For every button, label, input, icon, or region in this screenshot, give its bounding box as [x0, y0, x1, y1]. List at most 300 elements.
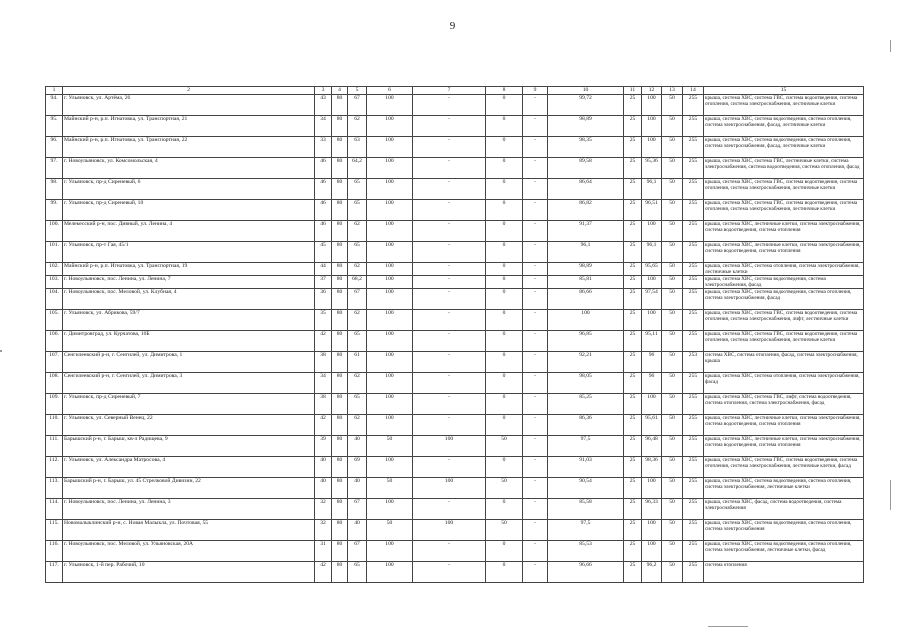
value-cell: - [413, 220, 486, 241]
address-cell: Барышский р-н, г. Барыш, кв-л Радищева, 9 [63, 435, 315, 456]
value-cell: 68,2 [348, 275, 367, 288]
value-cell: 96,48 [642, 435, 662, 456]
value-cell: 86,82 [548, 199, 624, 220]
value-cell: 91,37 [548, 220, 624, 241]
value-cell: 80 [332, 330, 348, 351]
value-cell: - [413, 498, 486, 519]
row-number: 104. [46, 288, 63, 309]
value-cell: 40 [348, 477, 367, 498]
value-cell: - [523, 498, 548, 519]
value-cell: 80 [332, 199, 348, 220]
value-cell: 100 [642, 94, 662, 115]
table-row [46, 330, 864, 351]
value-cell: 25 [624, 262, 642, 275]
value-cell: 255 [683, 477, 704, 498]
value-cell: 96,1 [642, 178, 662, 199]
value-cell: 50 [662, 372, 683, 393]
value-cell: 0 [486, 330, 523, 351]
value-cell: - [523, 136, 548, 157]
value-cell: 0 [486, 199, 523, 220]
value-cell: 98,36 [642, 456, 662, 477]
value-cell: 50 [662, 262, 683, 275]
value-cell: 80 [332, 393, 348, 414]
value-cell: 255 [683, 498, 704, 519]
address-cell: г. Димитровград, ул. Курчатова, 10Б [63, 330, 315, 351]
address-cell: г. Новоульяновск, пос. Ленина, ул. Ленина, 3 [63, 498, 315, 519]
address-cell: Сенгилеевский р-н, г. Сенгилей, ул. Димитрова, 3 [63, 372, 315, 393]
value-cell: 62 [348, 309, 367, 330]
value-cell: 50 [662, 477, 683, 498]
address-cell: г. Ульяновск, пр-д Сиреневый, 6 [63, 178, 315, 199]
row-number: 97. [46, 157, 63, 178]
row-number: 116. [46, 540, 63, 561]
value-cell: 31 [315, 540, 332, 561]
works-cell: крыша, система ХВС, система отопления, система электроснабжения, фасад [704, 372, 864, 393]
address-cell: г. Новоульяновск, пос. Меловой, ул. Клубная, 4 [63, 288, 315, 309]
table-row [46, 435, 864, 456]
value-cell: 80 [332, 498, 348, 519]
value-cell: 25 [624, 456, 642, 477]
value-cell: 100 [367, 199, 413, 220]
address-cell: г. Ульяновск, ул. Артёма, 26 [63, 94, 315, 115]
value-cell: 50 [662, 178, 683, 199]
value-cell: - [523, 519, 548, 540]
value-cell: 50 [662, 288, 683, 309]
value-cell: 25 [624, 241, 642, 262]
address-cell: Барышский р-н, г. Барыш, ул. 45 Стрелковой Дивизии, 22 [63, 477, 315, 498]
value-cell: 100 [367, 115, 413, 136]
value-cell: 80 [332, 540, 348, 561]
table-row [46, 477, 864, 498]
value-cell: - [413, 372, 486, 393]
value-cell: 100 [642, 393, 662, 414]
column-header: 13 [662, 87, 683, 95]
value-cell: 50 [662, 498, 683, 519]
value-cell: 80 [332, 456, 348, 477]
value-cell: - [413, 178, 486, 199]
value-cell: 62 [348, 115, 367, 136]
address-cell: г. Ульяновск, пр-д Сиреневый, 10 [63, 199, 315, 220]
value-cell: 80 [332, 275, 348, 288]
value-cell: 100 [642, 309, 662, 330]
value-cell: 255 [683, 241, 704, 262]
table-row [46, 351, 864, 372]
value-cell: 100 [367, 393, 413, 414]
table-row [46, 540, 864, 561]
margin-mark [890, 480, 891, 510]
works-cell: крыша, система ХВС, система отопления, система электроснабжения, лестничные клетки [704, 262, 864, 275]
value-cell: 40 [315, 477, 332, 498]
value-cell: 50 [662, 393, 683, 414]
table-row [46, 178, 864, 199]
value-cell: - [523, 435, 548, 456]
value-cell: 100 [642, 540, 662, 561]
row-number: 102. [46, 262, 63, 275]
works-cell: система отопления [704, 561, 864, 582]
value-cell: 255 [683, 199, 704, 220]
row-number: 106. [46, 330, 63, 351]
value-cell: - [523, 220, 548, 241]
value-cell: - [413, 275, 486, 288]
value-cell: 25 [624, 330, 642, 351]
value-cell: - [523, 157, 548, 178]
value-cell: 25 [624, 275, 642, 288]
table-row [46, 372, 864, 393]
value-cell: 80 [332, 288, 348, 309]
value-cell: 80 [332, 262, 348, 275]
value-cell: 97,5 [548, 435, 624, 456]
value-cell: - [523, 199, 548, 220]
table-row [46, 157, 864, 178]
works-cell: система ХВС, система отопления, фасад, система электроснабжения, крыша [704, 351, 864, 372]
value-cell: 50 [662, 330, 683, 351]
value-cell: 96 [642, 372, 662, 393]
table-row [46, 115, 864, 136]
address-cell: Новомалыклинский р-н, с. Новая Малыкла, ул. Почтовая, 55 [63, 519, 315, 540]
value-cell: 0 [486, 115, 523, 136]
value-cell: 255 [683, 157, 704, 178]
value-cell: 25 [624, 288, 642, 309]
value-cell: 25 [624, 94, 642, 115]
value-cell: 67 [348, 498, 367, 519]
value-cell: 50 [662, 540, 683, 561]
value-cell: 44 [315, 262, 332, 275]
address-cell: г. Ульяновск, 1-й пер. Рабочий, 10 [63, 561, 315, 582]
value-cell: 50 [486, 435, 523, 456]
value-cell: - [523, 330, 548, 351]
works-cell: крыша, система ХВС, система водоотведения, система электроснабжения, фасад [704, 275, 864, 288]
value-cell: 85,25 [548, 393, 624, 414]
value-cell: 38 [315, 351, 332, 372]
address-cell: г. Ульяновск, ул. Северный Венец, 22 [63, 414, 315, 435]
table-row [46, 220, 864, 241]
value-cell: 25 [624, 372, 642, 393]
value-cell: - [413, 414, 486, 435]
value-cell: - [413, 94, 486, 115]
value-cell: 42 [315, 561, 332, 582]
value-cell: 100 [413, 477, 486, 498]
row-number: 117. [46, 561, 63, 582]
row-number: 94. [46, 94, 63, 115]
value-cell: 100 [367, 540, 413, 561]
value-cell: 255 [683, 178, 704, 199]
value-cell: - [413, 157, 486, 178]
value-cell: 62 [348, 262, 367, 275]
column-header: 6 [367, 87, 413, 95]
row-number: 101. [46, 241, 63, 262]
row-number: 114. [46, 498, 63, 519]
value-cell: 0 [486, 414, 523, 435]
value-cell: - [523, 275, 548, 288]
value-cell: 40 [348, 435, 367, 456]
value-cell: 255 [683, 115, 704, 136]
row-number: 107. [46, 351, 63, 372]
works-cell: крыша, система ХВС, система водоотведения, система отопления, система электроснабжения, лестничные клетки [704, 477, 864, 498]
value-cell: 43 [315, 94, 332, 115]
value-cell: 69 [348, 456, 367, 477]
value-cell: 62 [348, 220, 367, 241]
row-number: 113. [46, 477, 63, 498]
value-cell: 25 [624, 498, 642, 519]
value-cell: 50 [662, 275, 683, 288]
row-number: 96. [46, 136, 63, 157]
value-cell: - [523, 456, 548, 477]
value-cell: 86,64 [548, 178, 624, 199]
value-cell: 0 [486, 498, 523, 519]
value-cell: - [413, 115, 486, 136]
works-cell: крыша, система ХВС, система водоотведения, система отопления, система электроснабжения [704, 519, 864, 540]
address-cell: Майнский р-н, р.п. Игнатовка, ул. Транспортная, 19 [63, 262, 315, 275]
works-cell: крыша, система ХВС, лестничные клетки, система электроснабжения, система водоотведения, система отопления [704, 241, 864, 262]
value-cell: 46 [315, 220, 332, 241]
value-cell: 0 [486, 262, 523, 275]
works-cell: крыша, система ХВС, система ГВС, система водоотведения, система отопления, система электроснабжения, лестничные клетки [704, 94, 864, 115]
address-cell: г. Новоульяновск, пос. Ленина, ул. Ленина, 7 [63, 275, 315, 288]
value-cell: 100 [642, 275, 662, 288]
value-cell: 50 [662, 220, 683, 241]
value-cell: 65 [348, 330, 367, 351]
value-cell: 34 [315, 115, 332, 136]
value-cell: 100 [367, 275, 413, 288]
value-cell: 25 [624, 414, 642, 435]
value-cell: 100 [413, 519, 486, 540]
address-cell: г. Новоульяновск, ул. Комсомольская, 4 [63, 157, 315, 178]
value-cell: 80 [332, 561, 348, 582]
table-row [46, 561, 864, 582]
value-cell: 0 [486, 351, 523, 372]
works-cell: крыша, система ХВС, фасад, система водоотведения, система электроснабжения [704, 498, 864, 519]
value-cell: 65 [348, 199, 367, 220]
column-header: 1 [46, 87, 63, 95]
table-row [46, 94, 864, 115]
value-cell: 80 [332, 477, 348, 498]
column-header: 8 [486, 87, 523, 95]
value-cell: 96,1 [548, 241, 624, 262]
value-cell: 25 [624, 115, 642, 136]
value-cell: 67 [348, 540, 367, 561]
value-cell: 64,2 [348, 157, 367, 178]
value-cell: 255 [683, 456, 704, 477]
value-cell: 80 [332, 94, 348, 115]
value-cell: 80 [332, 241, 348, 262]
value-cell: 40 [315, 456, 332, 477]
row-number: 115. [46, 519, 63, 540]
value-cell: - [523, 241, 548, 262]
value-cell: 97,54 [642, 288, 662, 309]
value-cell: 50 [662, 94, 683, 115]
value-cell: 0 [486, 178, 523, 199]
value-cell: 0 [486, 456, 523, 477]
row-number: 103. [46, 275, 63, 288]
value-cell: 89,58 [548, 157, 624, 178]
value-cell: 255 [683, 561, 704, 582]
value-cell: 50 [367, 519, 413, 540]
value-cell: 25 [624, 136, 642, 157]
value-cell: 50 [662, 519, 683, 540]
value-cell: 96,85 [548, 330, 624, 351]
table-body [46, 87, 864, 583]
value-cell: 0 [486, 157, 523, 178]
value-cell: 96,2 [642, 561, 662, 582]
row-number: 100. [46, 220, 63, 241]
value-cell: - [413, 540, 486, 561]
value-cell: 96,33 [642, 498, 662, 519]
table-row [46, 393, 864, 414]
value-cell: 50 [486, 519, 523, 540]
column-header: 7 [413, 87, 486, 95]
table-row [46, 498, 864, 519]
column-header: 10 [548, 87, 624, 95]
value-cell: 25 [624, 393, 642, 414]
value-cell: 255 [683, 519, 704, 540]
value-cell: 25 [624, 157, 642, 178]
value-cell: 50 [662, 435, 683, 456]
value-cell: 80 [332, 136, 348, 157]
value-cell: 42 [315, 330, 332, 351]
address-cell: г. Новоульяновск, пос. Меловой, ул. Ульяновская, 20А [63, 540, 315, 561]
value-cell: 25 [624, 199, 642, 220]
value-cell: - [523, 477, 548, 498]
value-cell: 46 [315, 199, 332, 220]
value-cell: 100 [642, 477, 662, 498]
value-cell: 86,66 [548, 288, 624, 309]
value-cell: 100 [367, 136, 413, 157]
value-cell: 25 [624, 309, 642, 330]
column-header: 15 [704, 87, 864, 95]
value-cell: 33 [315, 136, 332, 157]
table-row [46, 199, 864, 220]
address-cell: г. Ульяновск, пр-т Гая, 45/1 [63, 241, 315, 262]
value-cell: 50 [662, 561, 683, 582]
value-cell: 255 [683, 94, 704, 115]
table-header-row [46, 87, 864, 95]
value-cell: 253 [683, 351, 704, 372]
value-cell: 255 [683, 330, 704, 351]
value-cell: 46 [315, 157, 332, 178]
value-cell: 95,61 [642, 414, 662, 435]
value-cell: - [523, 262, 548, 275]
value-cell: 67 [348, 94, 367, 115]
margin-mark [708, 626, 748, 627]
value-cell: 25 [624, 435, 642, 456]
column-header: 12 [642, 87, 662, 95]
value-cell: 100 [367, 94, 413, 115]
value-cell: 255 [683, 309, 704, 330]
value-cell: 100 [367, 288, 413, 309]
row-number: 105. [46, 309, 63, 330]
column-header: 3 [315, 87, 332, 95]
value-cell: 63 [348, 136, 367, 157]
column-header: 14 [683, 87, 704, 95]
value-cell: 255 [683, 435, 704, 456]
value-cell: 50 [662, 309, 683, 330]
table-row [46, 262, 864, 275]
address-cell: Мелекесский р-н, пос. Дивный, ул. Ленина, 4 [63, 220, 315, 241]
value-cell: 255 [683, 275, 704, 288]
value-cell: 100 [367, 309, 413, 330]
value-cell: 32 [315, 519, 332, 540]
value-cell: 98,89 [548, 262, 624, 275]
value-cell: 97,5 [548, 519, 624, 540]
value-cell: 0 [486, 540, 523, 561]
value-cell: 100 [367, 456, 413, 477]
value-cell: 65 [348, 561, 367, 582]
value-cell: 100 [642, 136, 662, 157]
value-cell: 65 [348, 178, 367, 199]
works-cell: крыша, система ХВС, лестничные клетки, система электроснабжения, система водоотведения, система отопления [704, 414, 864, 435]
value-cell: - [413, 136, 486, 157]
value-cell: - [413, 241, 486, 262]
value-cell: 0 [486, 561, 523, 582]
table-row [46, 519, 864, 540]
value-cell: 50 [367, 477, 413, 498]
value-cell: - [523, 309, 548, 330]
value-cell: 25 [624, 178, 642, 199]
value-cell: 100 [642, 220, 662, 241]
table-row [46, 241, 864, 262]
value-cell: - [523, 288, 548, 309]
value-cell: 25 [624, 519, 642, 540]
value-cell: 80 [332, 372, 348, 393]
value-cell: 100 [367, 561, 413, 582]
value-cell: 95,36 [642, 157, 662, 178]
value-cell: 25 [624, 540, 642, 561]
value-cell: 255 [683, 372, 704, 393]
value-cell: 0 [486, 94, 523, 115]
value-cell: 99,72 [548, 94, 624, 115]
value-cell: 255 [683, 393, 704, 414]
value-cell: 100 [367, 262, 413, 275]
table-row [46, 136, 864, 157]
value-cell: - [523, 178, 548, 199]
value-cell: - [413, 199, 486, 220]
value-cell: 255 [683, 262, 704, 275]
address-cell: г. Ульяновск, пр-д Сиреневый, 7 [63, 393, 315, 414]
value-cell: 100 [367, 157, 413, 178]
value-cell: 50 [662, 456, 683, 477]
value-cell: 255 [683, 540, 704, 561]
works-cell: крыша, система ХВС, система ГВС, лестничные клетки, система электроснабжения, система водоотведения, система отопления, фасад [704, 157, 864, 178]
value-cell: 80 [332, 178, 348, 199]
value-cell: 50 [662, 115, 683, 136]
works-cell: крыша, система ХВС, система водоотведения, система отопления, система электроснабжения, фасад, лестничные клетки [704, 136, 864, 157]
table-row [46, 288, 864, 309]
row-number: 112. [46, 456, 63, 477]
column-header: 4 [332, 87, 348, 95]
value-cell: 100 [367, 330, 413, 351]
works-cell: крыша, система ХВС, система ГВС, система водоотведения, система отопления, система электроснабжения, лестничные клетки [704, 330, 864, 351]
value-cell: - [413, 262, 486, 275]
column-header: 9 [523, 87, 548, 95]
value-cell: 50 [662, 157, 683, 178]
value-cell: 40 [348, 519, 367, 540]
works-cell: крыша, система ХВС, система ГВС, система водоотведения, система отопления, система электроснабжения, лестничные клетки, фасад [704, 456, 864, 477]
value-cell: 98,05 [548, 372, 624, 393]
value-cell: 91,03 [548, 456, 624, 477]
value-cell: 100 [367, 498, 413, 519]
value-cell: 80 [332, 519, 348, 540]
value-cell: 38 [315, 393, 332, 414]
value-cell: - [413, 456, 486, 477]
works-cell: крыша, система ХВС, система водоотведения, система отопления, система электроснабжения, фасад [704, 288, 864, 309]
value-cell: 80 [332, 220, 348, 241]
table-row [46, 456, 864, 477]
value-cell: 25 [624, 477, 642, 498]
value-cell: 80 [332, 157, 348, 178]
works-cell: крыша, система ХВС, лестничные клетки, система электроснабжения, система водоотведения, система отопления [704, 435, 864, 456]
value-cell: - [523, 393, 548, 414]
works-cell: крыша, система ХВС, система ГВС, лифт, система водоотведения, система отопления, система электроснабжения, фасад [704, 393, 864, 414]
